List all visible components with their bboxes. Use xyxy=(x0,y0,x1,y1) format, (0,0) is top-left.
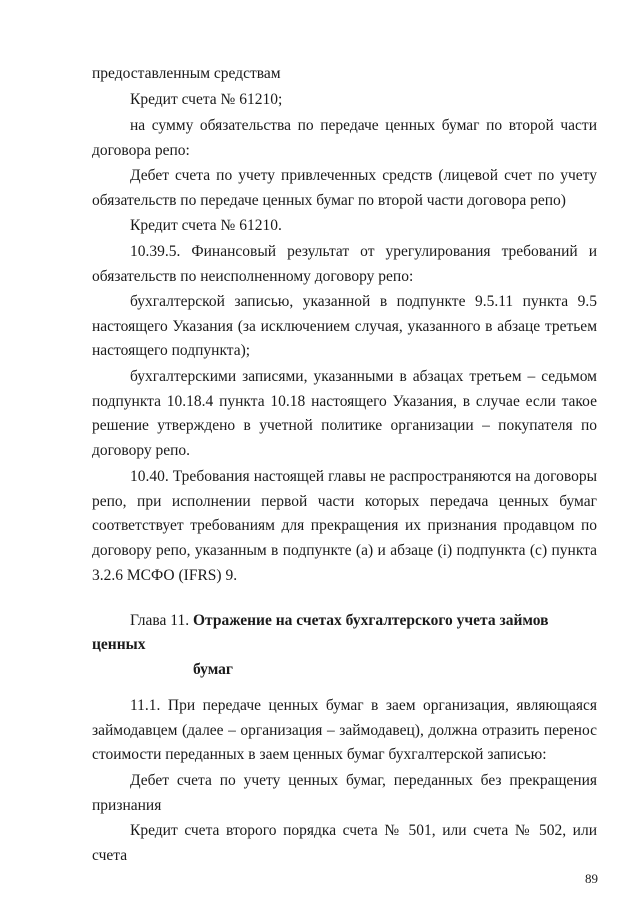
chapter-title-line2: бумаг xyxy=(193,660,233,678)
chapter-heading xyxy=(92,609,597,682)
paragraph-6: 10.39.5. Финансовый результат от урегулирования требований и обязательств по неисполненному договору репо: xyxy=(92,243,597,285)
paragraph-2: Кредит счета № 61210; xyxy=(130,91,283,108)
chapter-title-line1: Отражение на счетах бухгалтерского учета займов ценных xyxy=(92,612,549,654)
paragraph-5: Кредит счета № 61210. xyxy=(130,217,282,234)
paragraph-7: бухгалтерской записью, указанной в подпункте 9.5.11 пункта 9.5 настоящего Указания (за исключением случая, указанного в абзаце третьем настоящего подпункта); xyxy=(92,293,597,360)
paragraph-3: на сумму обязательства по передаче ценных бумаг по второй части договора репо: xyxy=(92,117,597,159)
chapter-label: Глава 11. xyxy=(130,612,190,629)
page-number: 89 xyxy=(585,871,598,886)
paragraph-12: Кредит счета второго порядка счета № 501, или счета № 502, или счета xyxy=(92,822,597,864)
paragraph-9: 10.40. Требования настоящей главы не распространяются на договоры репо, при исполнении первой части которых передача ценных бумаг соответствует требованиям для прекращения их признания продавцом по договору репо, указанным в подпункте (a) и абзаце (i) подпункта (c) пункта 3.2.6 МСФО (IFRS) 9. xyxy=(92,468,597,584)
paragraph-4: Дебет счета по учету привлеченных средств (лицевой счет по учету обязательств по передаче ценных бумаг по второй части договора репо) xyxy=(92,167,597,209)
paragraph-11: Дебет счета по учету ценных бумаг, переданных без прекращения признания xyxy=(92,772,597,814)
paragraph-10: 11.1. При передаче ценных бумаг в заем организация, являющаяся займодавцем (далее – организация – займодавец), должна отразить перенос стоимости переданных в заем ценных бумаг бухгалтерской записью: xyxy=(92,697,597,764)
paragraph-1: предоставленным средствам xyxy=(92,65,281,82)
paragraph-8: бухгалтерскими записями, указанными в абзацах третьем – седьмом подпункта 10.18.4 пункта 10.18 настоящего Указания, в случае если такое решение утверждено в учетной политике организации – покупателя по договору репо. xyxy=(92,368,597,460)
